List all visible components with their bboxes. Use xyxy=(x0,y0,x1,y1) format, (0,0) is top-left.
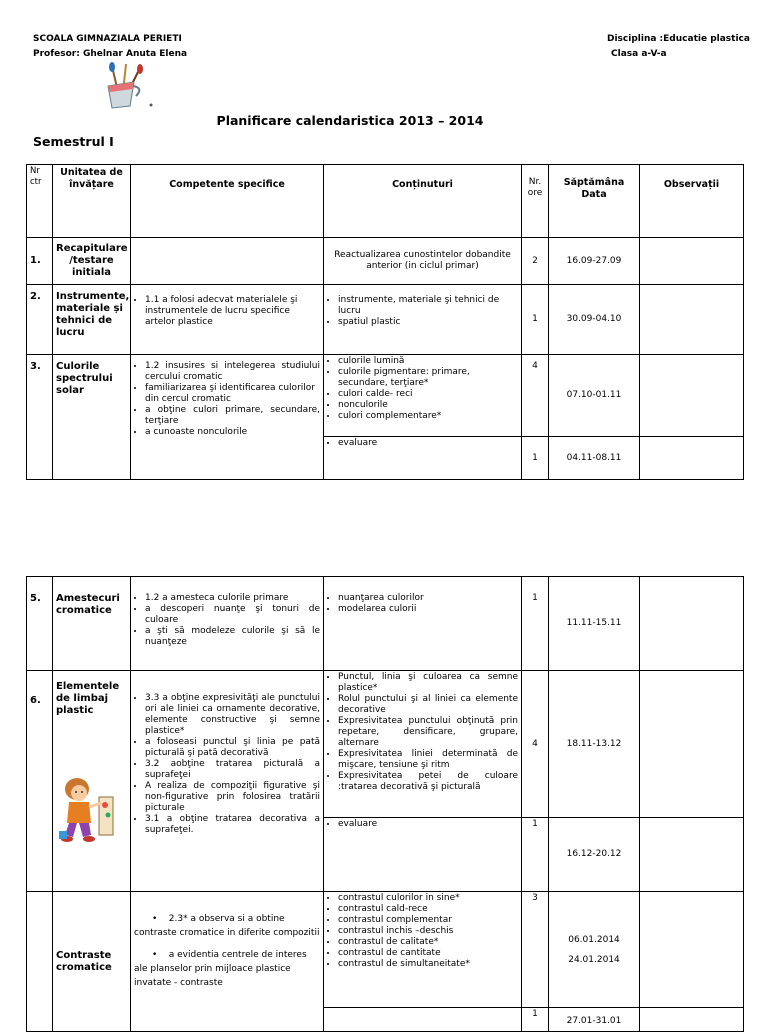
contents-cell xyxy=(324,437,522,480)
list-item: • 1.2 insusires si intelegerea studiului cercului cromatic xyxy=(145,361,320,383)
competences-cell xyxy=(131,238,324,285)
list-item: • 3.1 a obţine tratarea decorativa a suprafeţei. xyxy=(145,814,320,836)
bullet-icon: • xyxy=(152,914,169,924)
date-cell: 07.10-01.11 xyxy=(549,355,640,437)
bullet-icon: • xyxy=(152,950,169,960)
child-painting-image xyxy=(57,775,117,845)
list-item: • Punctul, linia şi culoarea ca semne plastice* xyxy=(338,672,518,694)
contents-cell xyxy=(324,671,522,818)
competences-cell xyxy=(131,892,324,1032)
date-cell: 16.12-20.12 xyxy=(549,818,640,892)
table-header-row xyxy=(27,165,744,238)
table-row xyxy=(27,285,744,355)
col-unit-header: Unitatea de învățare xyxy=(53,165,131,238)
list-item: • A realiza de compoziţii figurative şi non-figurative prin folosirea tratării picturale xyxy=(145,781,320,814)
notes-cell xyxy=(640,437,744,480)
list-item: • contrastul cald-rece xyxy=(338,904,518,915)
contents-cell xyxy=(324,285,522,355)
row-number: 1. xyxy=(27,238,53,285)
list-item: • familiarizarea şi identificarea culorilor xyxy=(145,383,320,394)
paint-brushes-image xyxy=(100,62,156,112)
notes-cell xyxy=(640,355,744,437)
unit-name: Amestecuri cromatice xyxy=(53,577,131,671)
list-item: • contrastul de cantitate xyxy=(338,948,518,959)
list-item: • a şti să modeleze culorile şi să le nuanţeze xyxy=(145,626,320,648)
teacher-name: Profesor: Ghelnar Anuta Elena xyxy=(33,49,188,59)
list-item: • a obţine culori primare, secundare, terţiare xyxy=(145,405,320,427)
semester-label: Semestrul I xyxy=(33,134,114,149)
notes-cell xyxy=(640,818,744,892)
competences-cell xyxy=(131,577,324,671)
list-item: • instrumente, materiale şi tehnici de lucru xyxy=(338,295,518,317)
list-item: • nonculorile xyxy=(338,400,518,411)
list-item: • Expresivitatea petei de culoare :tratarea decorativă şi picturală xyxy=(338,771,518,793)
competences-text: • a evidentia centrele de interes ale planselor prin mijloace plastice invatate - contraste xyxy=(134,950,307,988)
date-cell: 30.09-04.10 xyxy=(549,285,640,355)
contents-cell xyxy=(324,818,522,892)
list-item: • a foloseasi punctul şi linia pe pată picturală şi pată decorativă xyxy=(145,737,320,759)
list-item: • contrastul inchis –deschis xyxy=(338,926,518,937)
unit-name-text: Elementele de limbaj plastic xyxy=(56,681,120,716)
list-item: • spatiul plastic xyxy=(338,317,518,328)
hours-cell: 1 xyxy=(522,437,549,480)
planning-table-1 xyxy=(26,164,744,480)
list-item: • Rolul punctului şi al liniei ca elemente decorative xyxy=(338,694,518,716)
hours-cell: 1 xyxy=(522,818,549,892)
hours-cell: 2 xyxy=(522,238,549,285)
notes-cell xyxy=(640,285,744,355)
competences-text: din cercul cromatic xyxy=(145,394,231,404)
list-item: • evaluare xyxy=(338,819,518,830)
list-item: • Expresivitatea punctului obţinută prin repetare, densificare, grupare, alternare xyxy=(338,716,518,749)
list-item: • 3.3 a obţine expresivităţi ale punctului ori ale liniei ca ornamente decorative, elemente constructive şi semne plastice* xyxy=(145,693,320,737)
notes-cell xyxy=(640,671,744,818)
table-row xyxy=(27,892,744,1008)
row-number: 2. xyxy=(27,285,53,355)
hours-cell: 1 xyxy=(522,285,549,355)
notes-cell xyxy=(640,1008,744,1032)
table-row xyxy=(27,355,744,437)
hours-cell: 4 xyxy=(522,671,549,818)
date-cell xyxy=(549,892,640,1008)
list-item: • culorile pigmentare: primare, secundare, terţiare* xyxy=(338,367,518,389)
row-number xyxy=(27,892,53,1032)
date-start: 06.01.2014 xyxy=(568,934,620,945)
unit-name: Culorile spectrului solar xyxy=(53,355,131,480)
discipline: Disciplina :Educatie plastica xyxy=(607,34,750,44)
list-item: • 3.2 aobţine tratarea picturală a suprafeţei xyxy=(145,759,320,781)
col-week-header: Săptămâna Data xyxy=(549,165,640,238)
unit-name: Recapitulare /testare initiala xyxy=(53,238,131,285)
competences-cell xyxy=(131,355,324,480)
date-cell: 18.11-13.12 xyxy=(549,671,640,818)
competences-cell xyxy=(131,285,324,355)
col-competences-header: Competente specifice xyxy=(131,165,324,238)
col-nr-header: Nr ctr xyxy=(27,165,53,238)
planning-table-2 xyxy=(26,576,744,1032)
row-number: 3. xyxy=(27,355,53,480)
contents-cell xyxy=(324,1008,522,1032)
list-item: • contrastul culorilor in sine* xyxy=(338,893,518,904)
unit-name: Instrumente, materiale și tehnici de lucru xyxy=(53,285,131,355)
col-hours-header: Nr. ore xyxy=(522,165,549,238)
unit-name xyxy=(53,671,131,892)
date-cell: 27.01-31.01 xyxy=(549,1008,640,1032)
list-item: • modelarea culorii xyxy=(338,604,518,615)
class-label: Clasa a-V-a xyxy=(611,49,667,59)
col-contents-header: Conținuturi xyxy=(324,165,522,238)
col-notes-header: Observații xyxy=(640,165,744,238)
hours-cell: 1 xyxy=(522,577,549,671)
list-item: • nuanţarea culorilor xyxy=(338,593,518,604)
contents-cell xyxy=(324,355,522,437)
competences-cell xyxy=(131,671,324,892)
list-item: • culorile lumină xyxy=(338,356,518,367)
contents-cell xyxy=(324,577,522,671)
notes-cell xyxy=(640,238,744,285)
list-item: • contrastul de simultaneitate* xyxy=(338,959,518,970)
table-row xyxy=(27,671,744,818)
list-item: • culori complementare* xyxy=(338,411,518,422)
list-item: • 1.2 a amesteca culorile primare xyxy=(145,593,320,604)
list-item: • contrastul complementar xyxy=(338,915,518,926)
list-item: • contrastul de calitate* xyxy=(338,937,518,948)
date-cell: 11.11-15.11 xyxy=(549,577,640,671)
school-name: SCOALA GIMNAZIALA PERIETI xyxy=(33,34,182,44)
date-cell: 16.09-27.09 xyxy=(549,238,640,285)
contents-cell xyxy=(324,892,522,1008)
table-row xyxy=(27,577,744,671)
hours-cell: 4 xyxy=(522,355,549,437)
table-row xyxy=(27,238,744,285)
list-item: • a cunoaste nonculorile xyxy=(145,427,320,438)
row-number: 6. xyxy=(27,671,53,892)
notes-cell xyxy=(640,577,744,671)
hours-cell: 3 xyxy=(522,892,549,1008)
list-item: • a descoperi nuanţe şi tonuri de culoare xyxy=(145,604,320,626)
list-item: • 1.1 a folosi adecvat materialele şi instrumentele de lucru specifice artelor plastice xyxy=(145,295,320,328)
date-cell: 04.11-08.11 xyxy=(549,437,640,480)
page-title: Planificare calendaristica 2013 – 2014 xyxy=(216,113,484,128)
hours-cell: 1 xyxy=(522,1008,549,1032)
notes-cell xyxy=(640,892,744,1008)
list-item: • culori calde- reci xyxy=(338,389,518,400)
competences-text: • 2.3* a observa si a obtine contraste cromatice in diferite compozitii xyxy=(134,914,320,938)
unit-name: Contraste cromatice xyxy=(53,892,131,1032)
list-item: • Expresivitatea liniei determinată de mişcare, tensiune şi ritm xyxy=(338,749,518,771)
date-end: 24.01.2014 xyxy=(568,954,620,965)
contents-cell: Reactualizarea cunostintelor dobandite anterior (in ciclul primar) xyxy=(324,238,522,285)
list-item: • evaluare xyxy=(338,438,518,449)
row-number: 5. xyxy=(27,577,53,671)
